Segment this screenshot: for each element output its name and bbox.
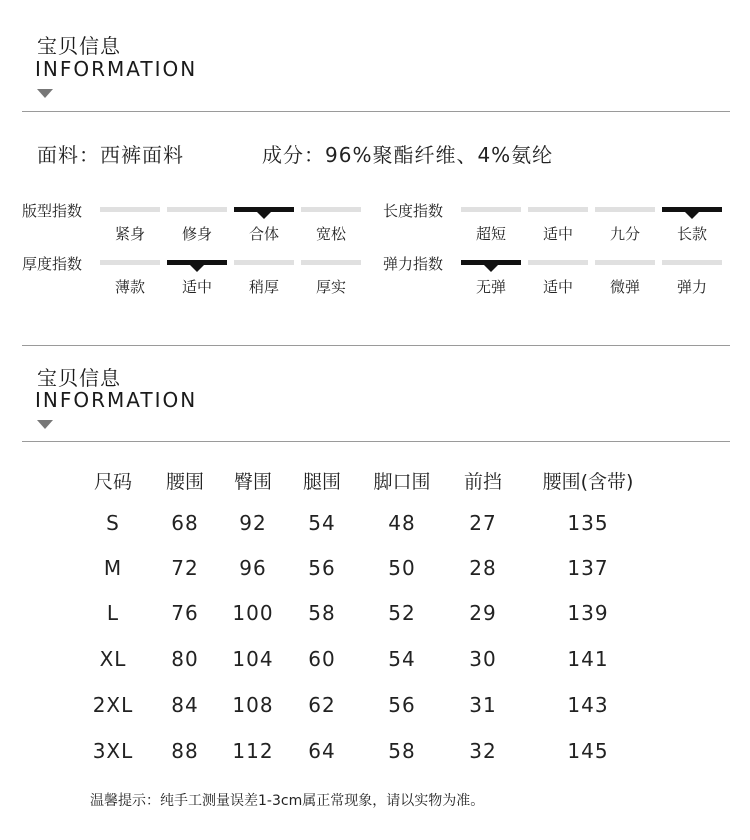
metric-option: 九分: [609, 225, 640, 243]
table-cell: 28: [469, 556, 497, 580]
table-cell: 80: [171, 647, 199, 671]
table-cell: 143: [567, 693, 609, 717]
table-cell: 64: [308, 739, 336, 763]
metric-segment: [595, 260, 655, 265]
metric-option: 无弹: [475, 278, 506, 296]
table-cell: 135: [567, 511, 609, 535]
metric-segment: [528, 260, 588, 265]
metric-label: 弹力指数: [383, 255, 444, 273]
table-cell: 56: [308, 556, 336, 580]
table-cell: 62: [308, 693, 336, 717]
metric-option: 合体: [248, 225, 279, 243]
metric-option: 微弹: [609, 278, 640, 296]
metric-label: 厚度指数: [22, 255, 83, 273]
metric-segment: [234, 260, 294, 265]
metric-segment: [461, 207, 521, 212]
section-title-cn: 宝贝信息: [37, 366, 121, 390]
table-cell: 48: [388, 511, 416, 535]
metric-segment: [301, 207, 361, 212]
table-cell: 60: [308, 647, 336, 671]
table-cell: 30: [469, 647, 497, 671]
metric-segment-selected: [167, 260, 227, 265]
table-cell: 54: [388, 647, 416, 671]
table-cell: 52: [388, 601, 416, 625]
table-header-cell: 尺码: [93, 471, 132, 493]
table-cell: 54: [308, 511, 336, 535]
table-cell: 27: [469, 511, 497, 535]
metric-segment: [595, 207, 655, 212]
table-cell: 58: [308, 601, 336, 625]
table-cell: 104: [232, 647, 274, 671]
metric-label: 版型指数: [22, 202, 83, 220]
table-cell: 84: [171, 693, 199, 717]
table-cell: 68: [171, 511, 199, 535]
table-cell: 108: [232, 693, 274, 717]
size-label-cell: 3XL: [92, 739, 134, 763]
table-header-cell: 前挡: [463, 471, 502, 493]
metric-option: 宽松: [315, 225, 346, 243]
table-cell: 58: [388, 739, 416, 763]
table-cell: 76: [171, 601, 199, 625]
table-cell: 92: [239, 511, 267, 535]
metric-label: 长度指数: [383, 202, 444, 220]
table-cell: 29: [469, 601, 497, 625]
size-label-cell: M: [103, 556, 123, 580]
section-title-en: INFORMATION: [35, 57, 198, 81]
fabric-material: 面料：西裤面料: [37, 143, 184, 167]
divider: [22, 111, 730, 112]
table-cell: 50: [388, 556, 416, 580]
size-label-cell: 2XL: [92, 693, 134, 717]
measurement-note: 温馨提示：纯手工测量误差1-3cm属正常现象，请以实物为准。: [90, 793, 485, 809]
table-cell: 112: [232, 739, 274, 763]
table-header-cell: 腰围: [165, 471, 204, 493]
metric-segment: [100, 207, 160, 212]
table-header-cell: 腰围(含带): [542, 471, 634, 493]
table-cell: 137: [567, 556, 609, 580]
triangle-down-icon: [37, 89, 53, 98]
size-label-cell: S: [106, 511, 120, 535]
metric-segment: [528, 207, 588, 212]
table-cell: 141: [567, 647, 609, 671]
divider: [22, 441, 730, 442]
metric-segment: [301, 260, 361, 265]
table-cell: 88: [171, 739, 199, 763]
metric-segment: [662, 260, 722, 265]
size-label-cell: L: [106, 601, 120, 625]
table-cell: 100: [232, 601, 274, 625]
metric-segment: [167, 207, 227, 212]
metric-segment-selected: [662, 207, 722, 212]
metric-option: 弹力: [676, 278, 707, 296]
metric-segment: [100, 260, 160, 265]
size-label-cell: XL: [99, 647, 127, 671]
metric-option: 紧身: [114, 225, 145, 243]
section-title-en: INFORMATION: [35, 388, 198, 412]
table-cell: 96: [239, 556, 267, 580]
divider: [22, 345, 730, 346]
metric-segment-selected: [234, 207, 294, 212]
table-cell: 139: [567, 601, 609, 625]
triangle-down-icon: [37, 420, 53, 429]
fabric-composition: 成分：96%聚酯纤维、4%氨纶: [262, 143, 554, 167]
metric-option: 薄款: [114, 278, 145, 296]
table-cell: 32: [469, 739, 497, 763]
table-cell: 72: [171, 556, 199, 580]
metric-option: 适中: [542, 225, 573, 243]
table-header-cell: 腿围: [302, 471, 341, 493]
section-title-cn: 宝贝信息: [37, 34, 121, 58]
table-header-cell: 脚口围: [373, 471, 431, 493]
metric-option: 厚实: [315, 278, 346, 296]
metric-option: 稍厚: [248, 278, 279, 296]
metric-option: 长款: [676, 225, 707, 243]
metric-option: 适中: [181, 278, 212, 296]
metric-segment-selected: [461, 260, 521, 265]
table-cell: 56: [388, 693, 416, 717]
table-cell: 145: [567, 739, 609, 763]
metric-option: 修身: [181, 225, 212, 243]
metric-option: 适中: [542, 278, 573, 296]
table-header-cell: 臀围: [233, 471, 272, 493]
metric-option: 超短: [475, 225, 506, 243]
table-cell: 31: [469, 693, 497, 717]
